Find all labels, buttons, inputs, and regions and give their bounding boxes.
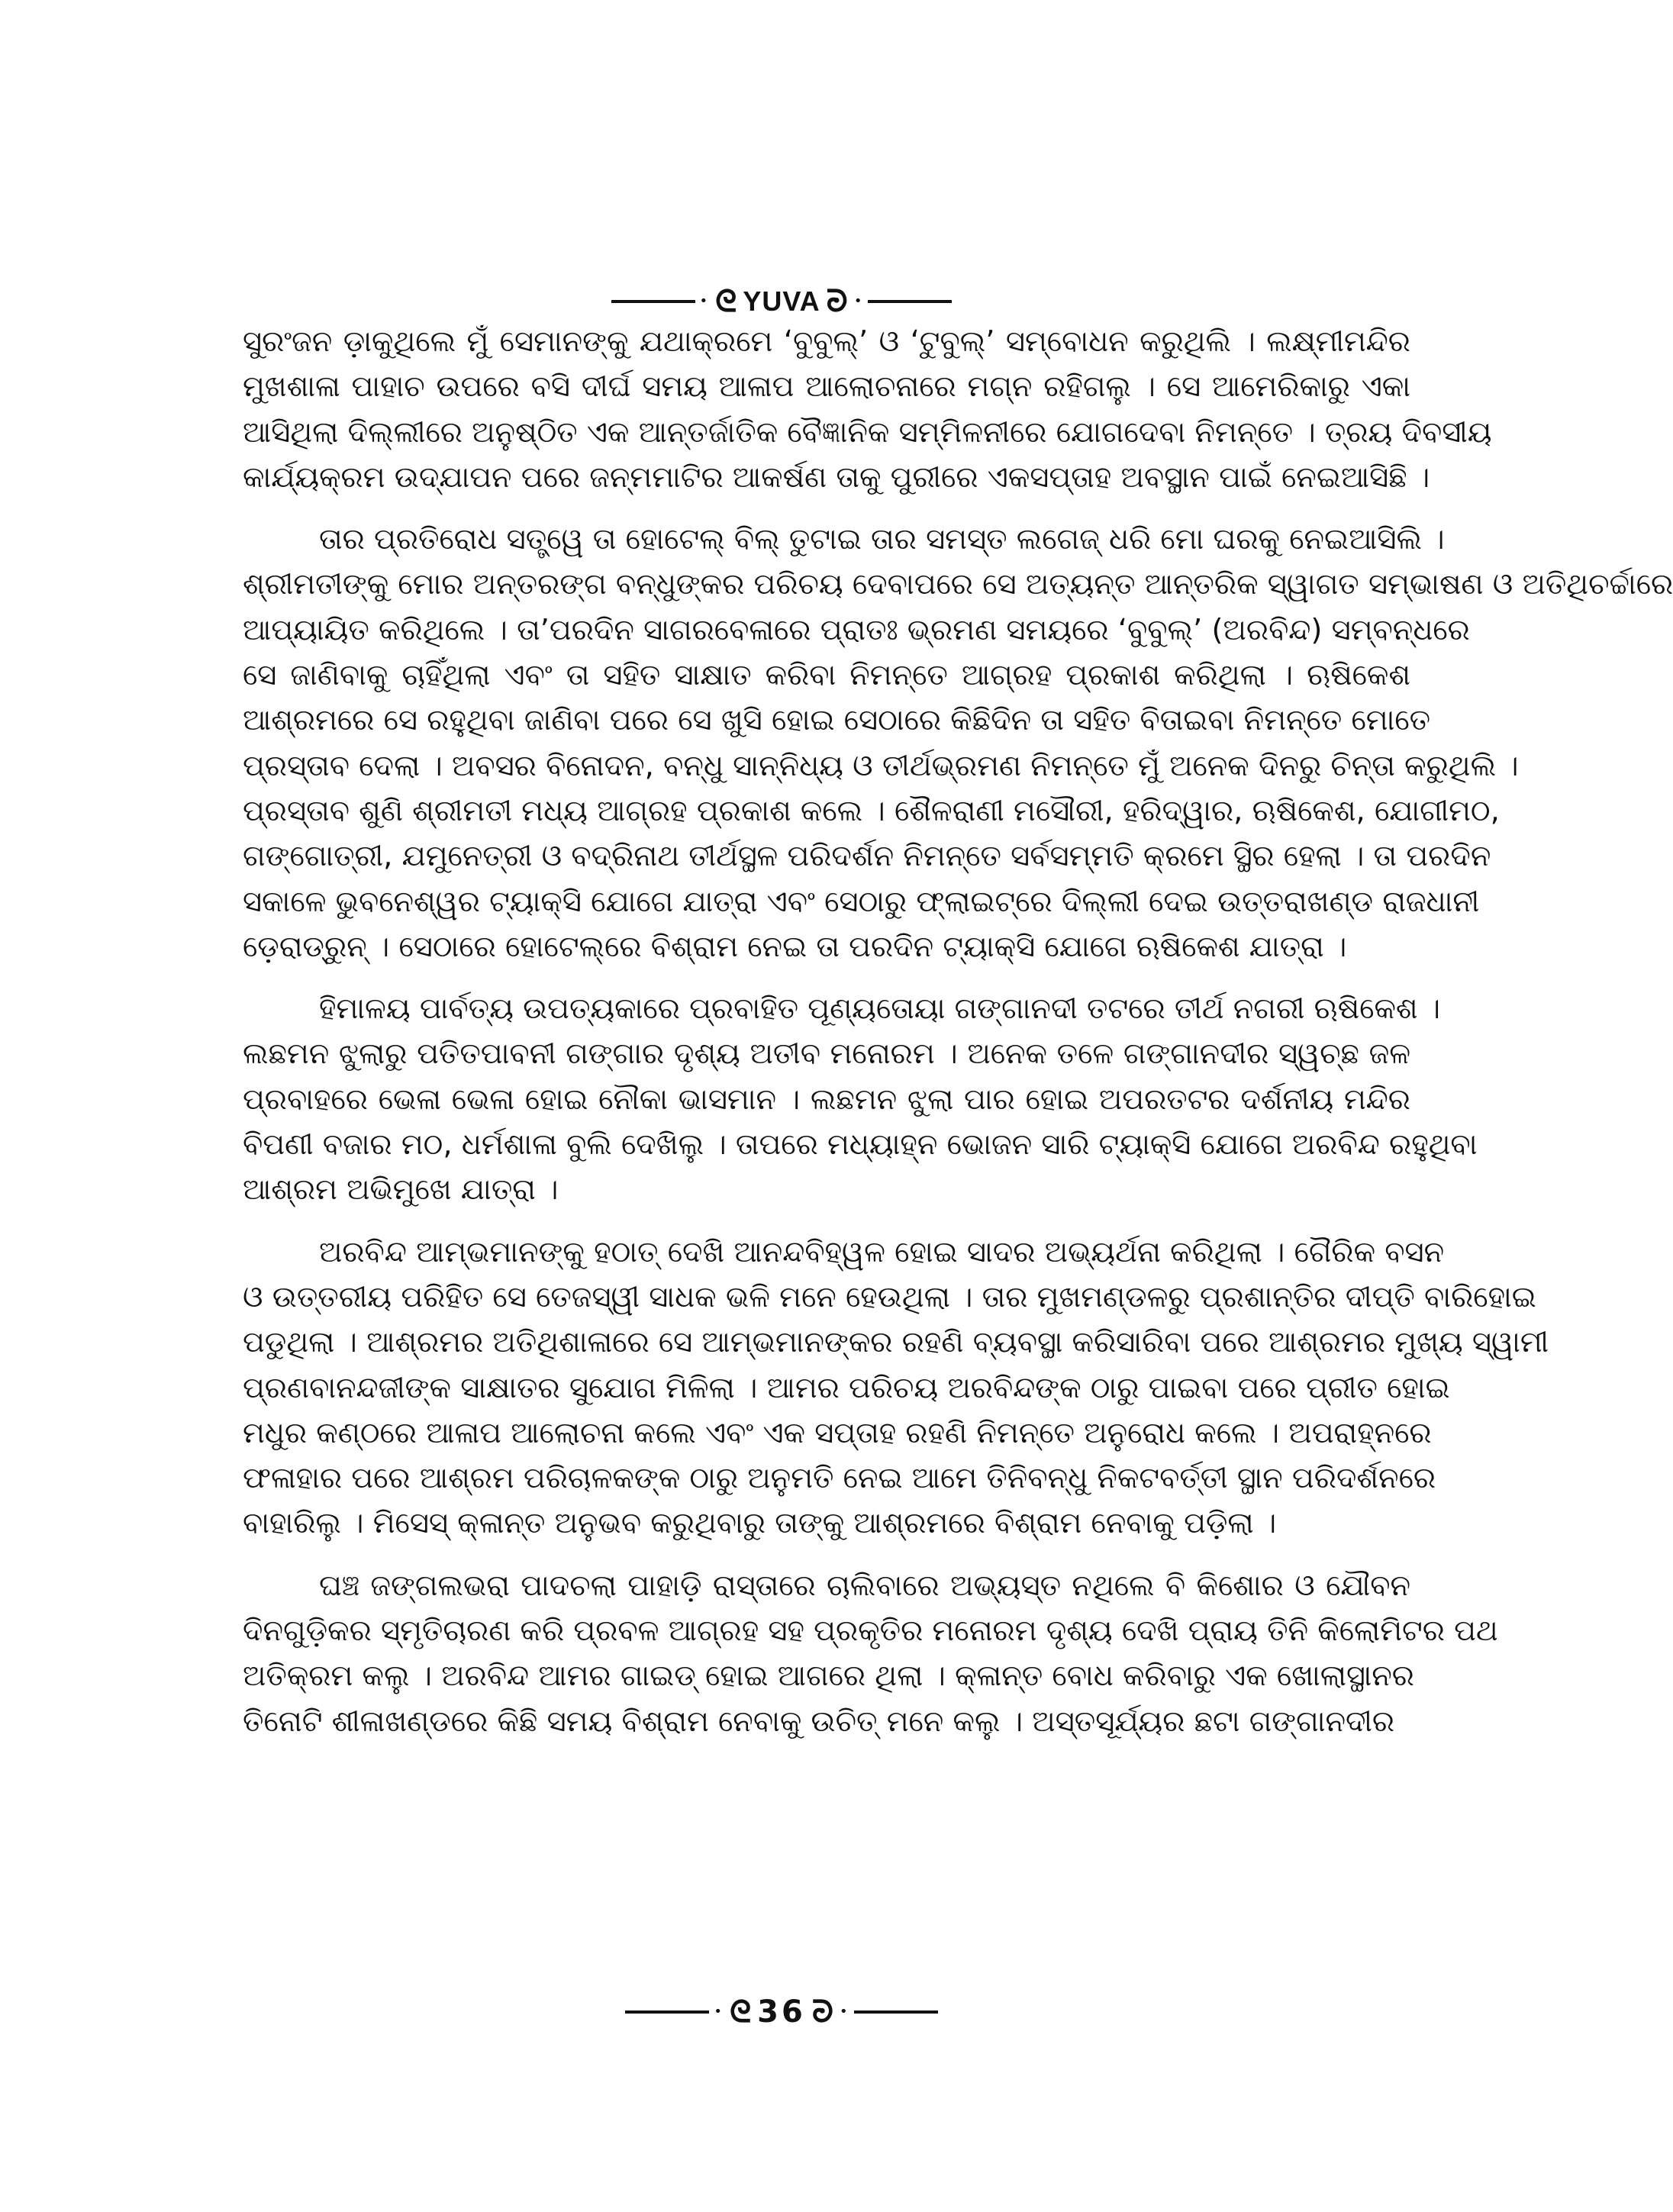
text-line: ଓ ଉତ୍ତରୀୟ ପରିହିତ ସେ ତେଜସ୍ୱୀ ସାଧକ ଭଳି ମନେ ହେଉଥିଲା । ତାର ମୁଖମଣ୍ଡଳରୁ ପ୍ରଶାନ୍ତିର ଦୀପ୍ତି ବାରିହୋଇ <box>243 1279 1536 1314</box>
header-rule-left <box>611 300 695 303</box>
header-rule-right <box>868 300 952 303</box>
footer-rule-right <box>854 2010 938 2014</box>
footer-dots-right: • <box>840 2004 849 2020</box>
text-line: ଗଙ୍ଗୋତ୍ରୀ, ଯମୁନେତ୍ରୀ ଓ ବଦ୍ରିନାଥ ତୀର୍ଥସ୍ଥଳ ପରିଦର୍ଶନ ନିମନ୍ତେ ସର୍ବସମ୍ମତି କ୍ରମେ ସ୍ଥିର ହେଲା । ତା ପରଦିନ <box>243 839 1491 874</box>
text-line: ସକାଳେ ଭୁବନେଶ୍ୱର ଟ୍ୟାକ୍ସି ଯୋଗେ ଯାତ୍ରା ଏବଂ ସେଠାରୁ ଫ୍ଲାଇଟ୍‌ରେ ଦିଲ୍ଲୀ ଦେଇ ଉତ୍ତରାଖଣ୍ଡ ରାଜଧାନୀ <box>243 884 1480 919</box>
text-line: ତାର ପ୍ରତିରୋଧ ସତ୍ତ୍ୱେ ତା ହୋଟେଲ୍ ବିଲ୍ ତୁଟାଇ ତାର ସମସ୍ତ ଲଗେଜ୍ ଧରି ମୋ ଘରକୁ ନେଇଆସିଲି । <box>319 522 1445 557</box>
footer-swirl-right-icon: ᘒ <box>811 1994 833 2030</box>
text-line: ସୁରଂଜନ ଡ଼ାକୁଥିଲେ ମୁଁ ସେମାନଙ୍କୁ ଯଥାକ୍ରମେ ‘ବୁବୁଲ୍’ ଓ ‘ଟୁବୁଲ୍’ ସମ୍ବୋଧନ କରୁଥିଲି । ଲକ୍ଷ୍ମୀମନ୍ଦିର <box>243 324 1410 359</box>
text-line: ପ୍ରବାହରେ ଭେଳା ଭେଳା ହୋଇ ନୌକା ଭାସମାନ । ଲଛମନ ଝୁଲା ପାର ହୋଇ ଅପରତଟର ଦର୍ଶନୀୟ ମନ୍ଦିର <box>243 1082 1410 1117</box>
paragraph <box>243 517 1673 969</box>
header-dots-left: • <box>699 293 710 309</box>
text-line: ତିନୋଟି ଶୀଳାଖଣ୍ଡରେ କିଛି ସମୟ ବିଶ୍ରାମ ନେବାକୁ ଉଚିତ୍ ମନେ କଲୁ । ଅସ୍ତସୂର୍ଯ୍ୟର ଛଟା ଗଙ୍ଗାନଦୀର <box>243 1704 1395 1739</box>
text-line: ମଧୁର କଣ୍ଠରେ ଆଳାପ ଆଲୋଚନା କଲେ ଏବଂ ଏକ ସପ୍ତାହ ରହଣି ନିମନ୍ତେ ଅନୁରୋଧ କଲେ । ଅପରାହ୍ନରେ <box>243 1415 1432 1450</box>
text-line: ଆସିଥିଲା ଦିଲ୍ଲୀରେ ଅନୁଷ୍ଠିତ ଏକ ଆନ୍ତର୍ଜାତିକ ବୈଜ୍ଞାନିକ ସମ୍ମିଳନୀରେ ଯୋଗଦେବା ନିମନ୍ତେ । ତ୍ରୟ ଦିବସୀୟ <box>243 414 1492 450</box>
page-footer <box>0 1992 1563 2032</box>
text-line: ଅରବିନ୍ଦ ଆମ୍ଭମାନଙ୍କୁ ହଠାତ୍ ଦେଖି ଆନନ୍ଦବିହ୍ୱଳ ହୋଇ ସାଦର ଅଭ୍ୟର୍ଥନା କରିଥିଲା । ଗୈରିକ ବସନ <box>319 1234 1445 1269</box>
text-line: ଶ୍ରୀମତୀଙ୍କୁ ମୋର ଅନ୍ତରଙ୍ଗ ବନ୍ଧୁଙ୍କର ପରିଚୟ ଦେବାପରେ ସେ ଅତ୍ୟନ୍ତ ଆନ୍ତରିକ ସ୍ୱାଗତ ସମ୍ଭାଷଣ ଓ ଅତିଥିଚର୍ଚ୍ଚାରେ <box>243 567 1673 602</box>
paragraph <box>243 1230 1549 1546</box>
text-line: ଘଞ୍ଚ ଜଙ୍ଗଲଭରା ପାଦଚଲା ପାହାଡ଼ି ରାସ୍ତାରେ ଚାଲିବାରେ ଅଭ୍ୟସ୍ତ ନଥିଲେ ବି କିଶୋର ଓ ଯୌବନ <box>319 1568 1410 1603</box>
header-swirl-left-icon: ᘓ <box>715 284 737 319</box>
running-header <box>0 284 1563 319</box>
page-number: 36 <box>757 1994 806 2030</box>
text-line: ପ୍ରସ୍ତାବ ଶୁଣି ଶ୍ରୀମତୀ ମଧ୍ୟ ଆଗ୍ରହ ପ୍ରକାଶ କଲେ । ଶୈଳରାଣୀ ମସୌରୀ, ହରିଦ୍ୱାର, ଋଷିକେଶ, ଯୋଗୀମଠ, <box>243 793 1500 828</box>
text-line: ଲଛମନ ଝୁଲାରୁ ପତିତପାବନୀ ଗଙ୍ଗାର ଦୃଶ୍ୟ ଅତୀବ ମନୋରମ । ଅନେକ ତଳେ ଗଙ୍ଗାନଦୀର ସ୍ୱଚ୍ଛ ଜଳ <box>243 1037 1410 1072</box>
body-text <box>243 319 1673 1744</box>
text-line: ବିପଣୀ ବଜାର ମଠ, ଧର୍ମଶାଳା ବୁଲି ଦେଖିଲୁ । ତାପରେ ମଧ୍ୟାହ୍ନ ଭୋଜନ ସାରି ଟ୍ୟାକ୍ସି ଯୋଗେ ଅରବିନ୍ଦ ରହୁଥିବା <box>243 1127 1478 1162</box>
header-dots-right: • <box>853 293 864 309</box>
text-line: ଫଳାହାର ପରେ ଆଶ୍ରମ ପରିଚାଳକଙ୍କ ଠାରୁ ଅନୁମତି ନେଇ ଆମେ ତିନିବନ୍ଧୁ ନିକଟବର୍ତ୍ତୀ ସ୍ଥାନ ପରିଦର୍ଶନରେ <box>243 1461 1436 1496</box>
paragraph <box>243 986 1478 1212</box>
text-line: ଆଶ୍ରମ ଅଭିମୁଖେ ଯାତ୍ରା । <box>243 1172 559 1208</box>
text-line: ପ୍ରସ୍ତାବ ଦେଲା । ଅବସର ବିନୋଦନ, ବନ୍ଧୁ ସାନ୍ନିଧ୍ୟ ଓ ତୀର୍ଥଭ୍ରମଣ ନିମନ୍ତେ ମୁଁ ଅନେକ ଦିନରୁ ଚିନ୍ତା କରୁଥିଲି । <box>243 748 1519 783</box>
paragraph <box>243 319 1492 500</box>
text-line: ପ୍ରଣବାନନ୍ଦଜୀଙ୍କ ସାକ୍ଷାତର ସୁଯୋଗ ମିଳିଲା । ଆମର ପରିଚୟ ଅରବିନ୍ଦଙ୍କ ଠାରୁ ପାଇବା ପରେ ପ୍ରୀତ ହୋଇ <box>243 1370 1450 1405</box>
text-line: ମୁଖଶାଳା ପାହାଚ ଉପରେ ବସି ଦୀର୍ଘ ସମୟ ଆଳାପ ଆଲୋଚନାରେ ମଗ୍ନ ରହିଗଲୁ । ସେ ଆମେରିକାରୁ ଏକା <box>243 369 1410 405</box>
paragraph <box>243 1563 1498 1744</box>
header-swirl-right-icon: ᘒ <box>826 284 848 319</box>
text-line: ବାହାରିଲୁ । ମିସେସ୍ କ୍ଳାନ୍ତ ଅନୁଭବ କରୁଥିବାରୁ ତାଙ୍କୁ ଆଶ୍ରମରେ ବିଶ୍ରାମ ନେବାକୁ ପଡ଼ିଲା । <box>243 1506 1277 1541</box>
text-line: ଅତିକ୍ରମ କଲୁ । ଅରବିନ୍ଦ ଆମର ଗାଇଡ୍ ହୋଇ ଆଗରେ ଥିଲା । କ୍ଳାନ୍ତ ବୋଧ କରିବାରୁ ଏକ ଖୋଲାସ୍ଥାନର <box>243 1659 1414 1694</box>
header-title: YUVA <box>743 285 820 317</box>
text-line: ଆପ୍ୟାୟିତ କରିଥିଲେ । ତା’ପରଦିନ ସାଗରବେଳାରେ ପ୍ରାତଃ ଭ୍ରମଣ ସମୟରେ ‘ବୁବୁଲ୍’ (ଅରବିନ୍ଦ) ସମ୍ବନ୍ଧରେ <box>243 612 1470 647</box>
text-line: ଡ଼େରାଡ୍ରୁନ୍ । ସେଠାରେ ହୋଟେଲ୍‌ରେ ବିଶ୍ରାମ ନେଇ ତା ପରଦିନ ଟ୍ୟାକ୍ସି ଯୋଗେ ଋଷିକେଶ ଯାତ୍ରା । <box>243 929 1347 964</box>
text-line: ଦିନଗୁଡ଼ିକର ସ୍ମୃତିଚାରଣ କରି ପ୍ରବଳ ଆଗ୍ରହ ସହ ପ୍ରକୃତିର ମନୋରମ ଦୃଶ୍ୟ ଦେଖି ପ୍ରାୟ ତିନି କିଲୋମିଟର ପଥ <box>243 1614 1498 1649</box>
text-line: କାର୍ଯ୍ୟକ୍ରମ ଉଦ୍‌ଯାପନ ପରେ ଜନ୍ମମାଟିର ଆକର୍ଷଣ ତାକୁ ପୁରୀରେ ଏକସପ୍ତାହ ଅବସ୍ଥାନ ପାଇଁ ନେଇଆସିଛି । <box>243 459 1430 495</box>
footer-rule-left <box>625 2010 709 2014</box>
footer-dots-left: • <box>714 2004 724 2020</box>
text-line: ପଡୁଥିଲା । ଆଶ୍ରମର ଅତିଥିଶାଳାରେ ସେ ଆମ୍ଭମାନଙ୍କର ରହଣି ବ୍ୟବସ୍ଥା କରିସାରିବା ପରେ ଆଶ୍ରମର ମୁଖ୍ୟ ସ୍ୱାମୀ <box>243 1325 1549 1360</box>
text-line: ହିମାଳୟ ପାର୍ବତ୍ୟ ଉପତ୍ୟକାରେ ପ୍ରବାହିତ ପୂଣ୍ୟତୋୟା ଗଙ୍ଗାନଦୀ ତଟରେ ତୀର୍ଥ ନଗରୀ ଋଷିକେଶ । <box>319 992 1441 1027</box>
footer-swirl-left-icon: ᘓ <box>729 1994 752 2030</box>
text-line: ଆଶ୍ରମରେ ସେ ରହୁଥିବା ଜାଣିବା ପରେ ସେ ଖୁସି ହୋଇ ସେଠାରେ କିଛିଦିନ ତା ସହିତ ବିତାଇବା ନିମନ୍ତେ ମୋତେ <box>243 703 1431 738</box>
text-line: ସେ ଜାଣିବାକୁ ଚାହିଁଥିଲା ଏବଂ ତା ସହିତ ସାକ୍ଷାତ କରିବା ନିମନ୍ତେ ଆଗ୍ରହ ପ୍ରକାଶ କରିଥିଲା । ଋଷିକେଶ <box>243 658 1410 693</box>
